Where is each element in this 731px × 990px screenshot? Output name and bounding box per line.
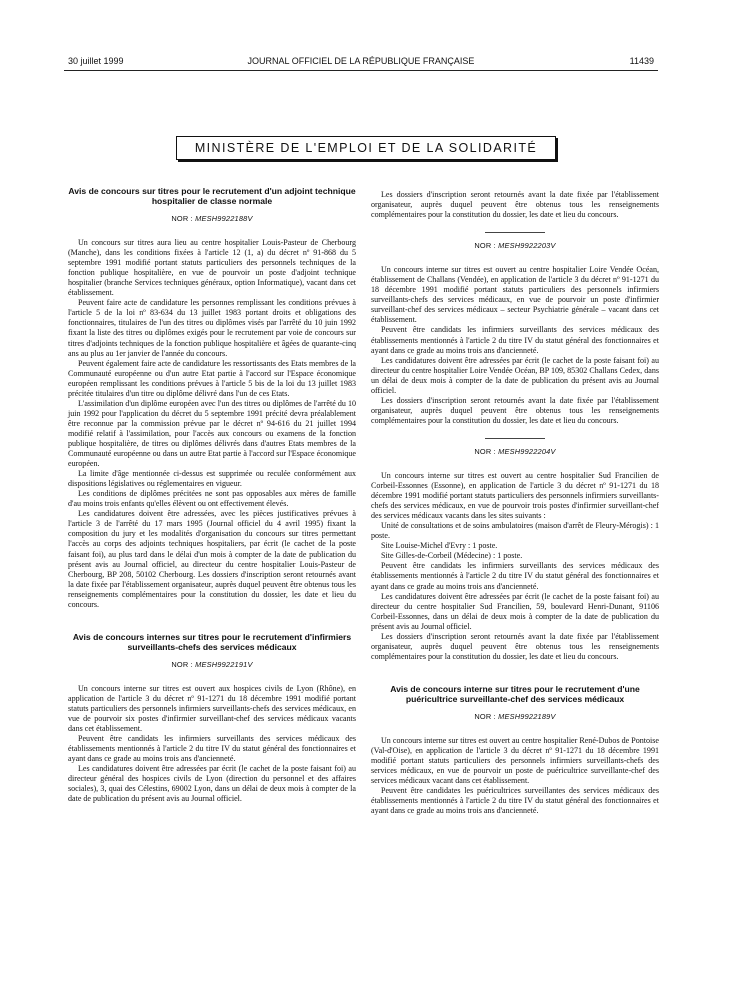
right-column: [371, 190, 659, 816]
paragraph: Peuvent être candidats les infirmiers surveillants des services médicaux des établissements mentionnés à l'article 2 du titre IV du statut général des fonctionnaires et ayant dans ce grade au moins trois ans d'ancienneté.: [68, 734, 356, 764]
header-date: 30 juillet 1999: [68, 56, 124, 66]
page-header: [68, 56, 654, 70]
paragraph: L'assimilation d'un diplôme européen avec l'un des titres ou diplômes de l'arrêté du 10 juin 1992 pour l'application du décret du 5 septembre 1991 précité devra préalablement être reconnue par la commission prévue par le décret nº 94-616 du 21 juillet 1994 modifié relatif à l'assimilation, pour l'accès aux concours ou examens de la fonction publique hospitalière, de titres ou diplômes délivrés dans d'autres Etats membres de la Communauté européenne ou dans un autre Etat partie à l'accord sur l'Espace économique européen.: [68, 398, 356, 469]
paragraph: Les candidatures doivent être adressées, avec les pièces justificatives prévues à l'article 3 de l'arrêté du 17 mars 1995 (Journal officiel du 4 avril 1995) fixant la composition du jury et les modalités d'organisation du concours sur titres permettant l'accès au corps des adjoints techniques hospitaliers, par écrit (le cachet de la poste faisant foi), au plus tard dans le délai d'un mois à compter de la date de publication du présent avis au Journal officiel, au directeur du centre hospitalier Louis-Pasteur de Cherbourg, BP 208, 50102 Cherbourg. Les dossiers d'inscription seront retournés avant la date fixée par l'établissement organisateur, auprès duquel peuvent être obtenus tous les renseignements complémentaires pour la constitution du dossier, les date et lieu du concours.: [68, 509, 356, 609]
paragraph: Un concours interne sur titres est ouvert au centre hospitalier Loire Vendée Océan, établissement de Challans (Vendée), en application de l'article 3 du décret nº 91-1271 du 18 décembre 1991 modifié portant statuts particuliers des personnels infirmiers surveillants-chefs des services médicaux, en vue de pourvoir un poste d'infirmier surveillant-chef des services médicaux – secteur Psychiatrie générale – vacant dans cet établissement.: [371, 265, 659, 325]
header-journal-title: JOURNAL OFFICIEL DE LA RÉPUBLIQUE FRANÇAISE: [247, 56, 475, 66]
nor-line: [68, 660, 356, 670]
paragraph: Peuvent également faire acte de candidature les ressortissants des Etats membres de la Communauté européenne ou d'un autre Etat partie à l'accord sur l'Espace économique européen remplissant les conditions prévues à l'article 5 bis de la loi du 13 juillet 1983 précitée titulaires d'un titre ou diplôme délivré dans l'un de ces Etats.: [68, 358, 356, 398]
nor-reference: MESH9922188V: [195, 214, 253, 223]
nor-label: NOR :: [171, 214, 193, 223]
section-title: Avis de concours internes sur titres pour le recrutement d'infirmiers surveillants-chefs des services médicaux: [72, 631, 352, 652]
section-title: Avis de concours interne sur titres pour le recrutement d'une puéricultrice surveillante-chef des services médicaux: [390, 683, 640, 704]
nor-line: [371, 241, 659, 251]
paragraph: Les dossiers d'inscription seront retournés avant la date fixée par l'établissement organisateur, auprès duquel peuvent être obtenus tous les renseignements complémentaires pour la constitution du dossier, les date et lieu du concours.: [371, 631, 659, 661]
paragraph: Un concours interne sur titres est ouvert aux hospices civils de Lyon (Rhône), en application de l'article 3 du décret nº 91-1271 du 18 décembre 1991 modifié portant statuts particuliers des personnels infirmiers surveillants-chefs des services médicaux, en vue de pourvoir six postes d'infirmier surveillant-chef des services médicaux vacants dans cet établissement.: [68, 683, 356, 734]
ministry-title: MINISTÈRE DE L'EMPLOI ET DE LA SOLIDARITÉ: [176, 136, 556, 160]
left-column: [68, 184, 356, 804]
paragraph: Un concours sur titres aura lieu au centre hospitalier Louis-Pasteur de Cherbourg (Manche), dans les conditions fixées à l'article 12 (1, a) du décret nº 91-868 du 5 septembre 1991 modifié portant statuts particuliers des personnels techniques de la fonction publique hospitalière, en vue de pourvoir un poste d'adjoint technique hospitalier (branche Services techniques généraux, option Informatique), vacant dans cet établissement.: [68, 238, 356, 298]
nor-label: NOR :: [474, 446, 496, 456]
paragraph: Un concours interne sur titres est ouvert au centre hospitalier Sud Francilien de Corbeil-Essonnes (Essonne), en application de l'article 3 du décret nº 91-1271 du 18 décembre 1991 modifié portant statuts particuliers des personnels infirmiers surveillants-chefs des services médicaux, en vue de pourvoir trois postes d'infirmier surveillant-chef des services médicaux vacants dans les sites suivants :: [371, 470, 659, 521]
paragraph: Les conditions de diplômes précitées ne sont pas opposables aux mères de famille d'au moins trois enfants qu'elles élèvent ou ont effectivement élevés.: [68, 489, 356, 509]
nor-line: [68, 214, 356, 224]
paragraph: Les candidatures doivent être adressées par écrit (le cachet de la poste faisant foi) au directeur du centre hospitalier Loire Vendée Océan, BP 109, 85302 Challans Cedex, dans un délai de deux mois à compter de la date de publication du présent avis au Journal officiel.: [371, 355, 659, 395]
header-rule: [64, 70, 658, 71]
nor-line: [371, 447, 659, 457]
paragraph: Les candidatures doivent être adressées par écrit (le cachet de la poste faisant foi) au directeur du centre hospitalier Sud Francilien, 59, boulevard Henri-Dunant, 91106 Corbeil-Essonnes, dans un délai de deux mois à compter de la date de publication du présent avis au Journal officiel.: [371, 591, 659, 631]
paragraph: La limite d'âge mentionnée ci-dessus est supprimée ou reculée conformément aux dispositions législatives ou réglementaires en vigueur.: [68, 469, 356, 489]
header-page-number: 11439: [629, 56, 654, 66]
paragraph: Site Louise-Michel d'Evry : 1 poste.: [381, 541, 498, 551]
nor-reference: MESH9922189V: [498, 711, 556, 721]
separator-rule: [485, 232, 545, 233]
paragraph: Peuvent faire acte de candidature les personnes remplissant les conditions prévues à l'article 5 de la loi nº 83-634 du 13 juillet 1983 portant droits et obligations des fonctionnaires, titulaires de l'un des titres ou diplômes visés par l'arrêté du 10 juin 1992 fixant la liste des titres ou diplômes exigés pour le recrutement par voie de concours sur titres d'adjoints techniques de la fonction publique hospitalière et âgées de quarante-cinq ans au plus au 1er janvier de l'année du concours.: [68, 298, 356, 358]
paragraph: Un concours interne sur titres est ouvert au centre hospitalier René-Dubos de Pontoise (Val-d'Oise), en application de l'article 3 du décret nº 91-1271 du 18 décembre 1991 modifié portant statuts particuliers des personnels infirmiers surveillants-chefs des services médicaux, en vue de pourvoir un poste de puéricultrice surveillante-chef des services médicaux vacant dans cet établissement.: [371, 735, 659, 786]
nor-reference: MESH9922203V: [498, 241, 556, 251]
paragraph: Les dossiers d'inscription seront retournés avant la date fixée par l'établissement organisateur, auprès duquel peuvent être obtenus tous les renseignements complémentaires pour la constitution du dossier, les date et lieu du concours.: [371, 190, 659, 220]
separator-rule: [485, 438, 545, 439]
nor-label: NOR :: [474, 241, 496, 251]
paragraph: Les candidatures doivent être adressées par écrit (le cachet de la poste faisant foi) au directeur général des hospices civils de Lyon (direction du personnel et des affaires sociales), 3, quai des Célestins, 69002 Lyon, dans un délai de deux mois à compter de la date de publication du présent avis au Journal officiel.: [68, 764, 356, 804]
paragraph: Peuvent être candidats les infirmiers surveillants des services médicaux des établissements mentionnés à l'article 2 du titre IV du statut général des fonctionnaires et ayant dans ce grade au moins trois ans d'ancienneté.: [371, 561, 659, 591]
nor-reference: MESH9922204V: [498, 446, 556, 456]
paragraph: Unité de consultations et de soins ambulatoires (maison d'arrêt de Fleury-Mérogis) : 1 poste.: [371, 521, 659, 541]
paragraph: Site Gilles-de-Corbeil (Médecine) : 1 poste.: [381, 551, 523, 561]
nor-line: [371, 712, 659, 722]
nor-label: NOR :: [171, 659, 193, 669]
nor-label: NOR :: [474, 711, 496, 721]
paragraph: Peuvent être candidats les infirmiers surveillants des services médicaux des établissements mentionnés à l'article 2 du titre IV du statut général des fonctionnaires et ayant dans ce grade au moins trois ans d'ancienneté.: [371, 325, 659, 355]
nor-reference: MESH9922191V: [195, 659, 253, 669]
paragraph: Peuvent être candidates les puéricultrices surveillantes des services médicaux des établissements mentionnés à l'article 2 du titre IV du statut général des fonctionnaires et ayant dans ce grade au moins trois ans d'ancienneté.: [371, 786, 659, 816]
section-title: Avis de concours sur titres pour le recrutement d'un adjoint technique hospitalier de classe normale: [68, 186, 356, 206]
paragraph: Les dossiers d'inscription seront retournés avant la date fixée par l'établissement organisateur, auprès duquel peuvent être obtenus tous les renseignements complémentaires pour la constitution du dossier, les date et lieu du concours.: [371, 395, 659, 425]
